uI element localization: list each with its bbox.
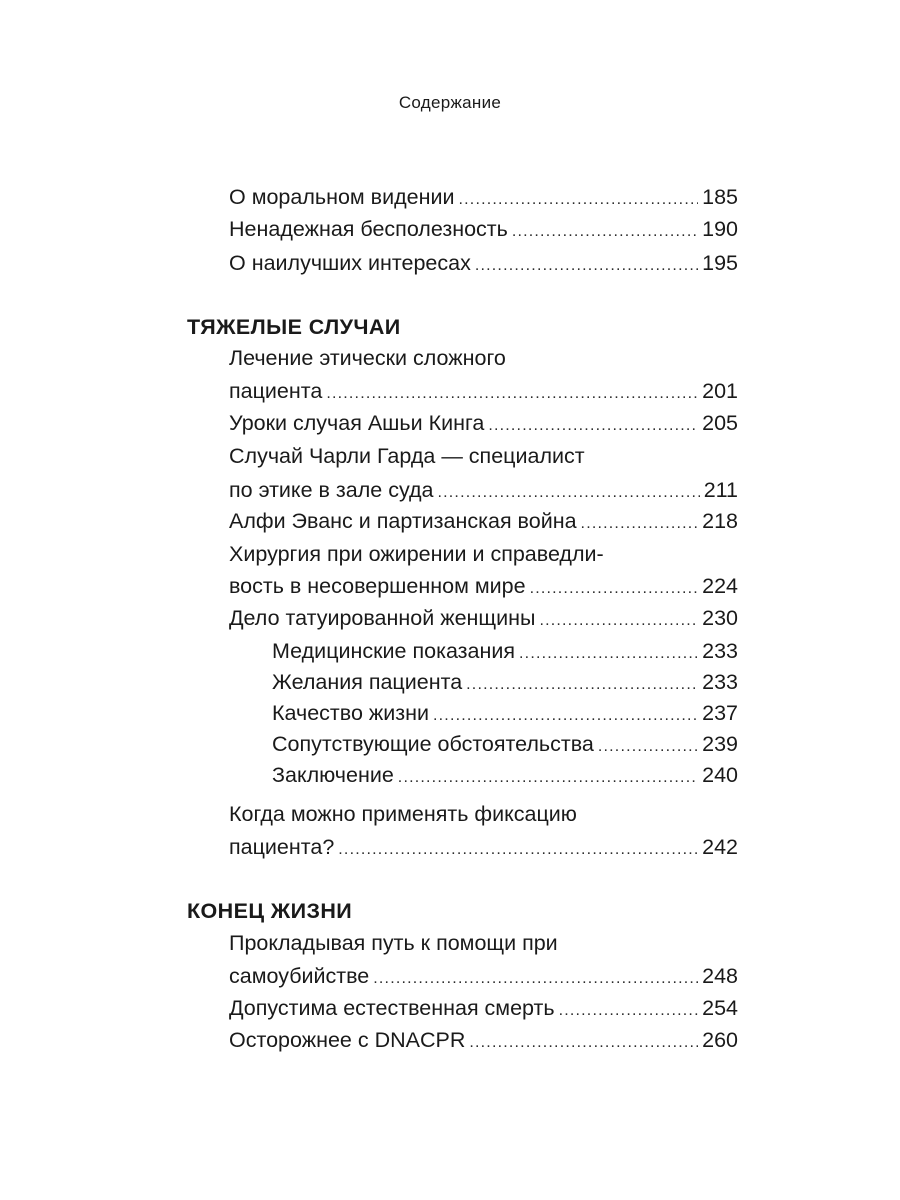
toc-entry-page: 239 — [702, 732, 738, 756]
toc-entry-title: Алфи Эванс и партизанская война — [229, 509, 577, 533]
dot-leader — [338, 834, 698, 866]
toc-subentry[interactable] — [272, 697, 738, 729]
toc-entry-line[interactable] — [229, 538, 738, 570]
dot-leader — [512, 216, 698, 248]
toc-entry-title: Случай Чарли Гарда — специалист — [229, 444, 585, 468]
toc-entry[interactable] — [229, 602, 738, 634]
toc-entry-page: 190 — [702, 217, 738, 241]
toc-entry[interactable] — [229, 474, 738, 506]
toc-entry-page: 233 — [702, 670, 738, 694]
toc-entry-title: пациента? — [229, 835, 335, 859]
toc-entry-title: Сопутствующие обстоятельства — [272, 732, 594, 756]
toc-entry-page: 230 — [702, 606, 738, 630]
toc-entry-page: 205 — [702, 411, 738, 435]
toc-subentry[interactable] — [272, 759, 738, 791]
dot-leader — [469, 1027, 698, 1059]
toc-subentry[interactable] — [272, 666, 738, 698]
toc-entry-title: О моральном видении — [229, 185, 455, 209]
toc-entry-title: пациента — [229, 379, 323, 403]
toc-entry-page: 233 — [702, 639, 738, 663]
dot-leader — [530, 573, 699, 605]
toc-entry-title: Лечение этически сложного — [229, 346, 506, 370]
toc-entry-page: 254 — [702, 996, 738, 1020]
toc-entry-page: 211 — [703, 478, 738, 502]
toc-entry-page: 201 — [702, 379, 738, 403]
toc-entry-page: 224 — [702, 574, 738, 598]
toc-entry-line[interactable] — [229, 440, 738, 472]
section-heading-end-of-life: КОНЕЦ ЖИЗНИ — [187, 899, 353, 923]
toc-entry-title: Хирургия при ожирении и справедли- — [229, 542, 604, 566]
dot-leader — [559, 995, 699, 1027]
toc-entry-title: Уроки случая Ашьи Кинга — [229, 411, 485, 435]
toc-entry-page: 260 — [702, 1028, 738, 1052]
toc-entry-title: по этике в зале суда — [229, 478, 434, 502]
toc-entry-page: 248 — [702, 964, 738, 988]
toc-entry-title: Ненадежная бесполезность — [229, 217, 508, 241]
dot-leader — [488, 410, 698, 442]
toc-entry[interactable] — [229, 960, 738, 992]
toc-entry-title: Когда можно применять фиксацию — [229, 802, 577, 826]
toc-entry[interactable] — [229, 505, 738, 537]
toc-entry[interactable] — [229, 570, 738, 602]
toc-subentry[interactable] — [272, 728, 738, 760]
toc-entry-title: самоубийстве — [229, 964, 370, 988]
toc-entry[interactable] — [229, 831, 738, 863]
dot-leader — [373, 963, 698, 995]
toc-entry-page: 195 — [702, 251, 738, 275]
toc-entry-line[interactable] — [229, 927, 738, 959]
toc-entry-page: 218 — [702, 509, 738, 533]
toc-entry[interactable] — [229, 375, 738, 407]
toc-entry-title: Дело татуированной женщины — [229, 606, 536, 630]
toc-entry-title: Медицинские показания — [272, 639, 516, 663]
toc-entry[interactable] — [229, 247, 738, 279]
toc-entry[interactable] — [229, 181, 738, 213]
dot-leader — [398, 762, 698, 794]
toc-entry-title: Прокладывая путь к помощи при — [229, 931, 558, 955]
dot-leader — [581, 508, 699, 540]
toc-subentry[interactable] — [272, 635, 738, 667]
toc-entry-line[interactable] — [229, 342, 738, 374]
dot-leader — [475, 250, 698, 282]
toc-entry[interactable] — [229, 213, 738, 245]
dot-leader — [326, 378, 698, 410]
toc-entry-title: Осторожнее с DNACPR — [229, 1028, 466, 1052]
toc-entry-page: 240 — [702, 763, 738, 787]
toc-entry-line[interactable] — [229, 798, 738, 830]
toc-entry-page: 237 — [702, 701, 738, 725]
toc-entry-title: Допустима естественная смерть — [229, 996, 555, 1020]
section-heading-hard-cases: ТЯЖЕЛЫЕ СЛУЧАИ — [187, 315, 401, 339]
toc-entry-title: вость в несовершенном мире — [229, 574, 526, 598]
toc-entry[interactable] — [229, 1024, 738, 1056]
toc-entry-page: 242 — [702, 835, 738, 859]
dot-leader — [459, 184, 699, 216]
dot-leader — [539, 605, 698, 637]
toc-entry[interactable] — [229, 407, 738, 439]
toc-entry-title: Желания пациента — [272, 670, 463, 694]
toc-entry-title: О наилучших интересах — [229, 251, 471, 275]
running-head: Содержание — [398, 93, 502, 112]
toc-entry-title: Заключение — [272, 763, 394, 787]
toc-entry-title: Качество жизни — [272, 701, 430, 725]
toc-entry[interactable] — [229, 992, 738, 1024]
toc-entry-page: 185 — [702, 185, 738, 209]
